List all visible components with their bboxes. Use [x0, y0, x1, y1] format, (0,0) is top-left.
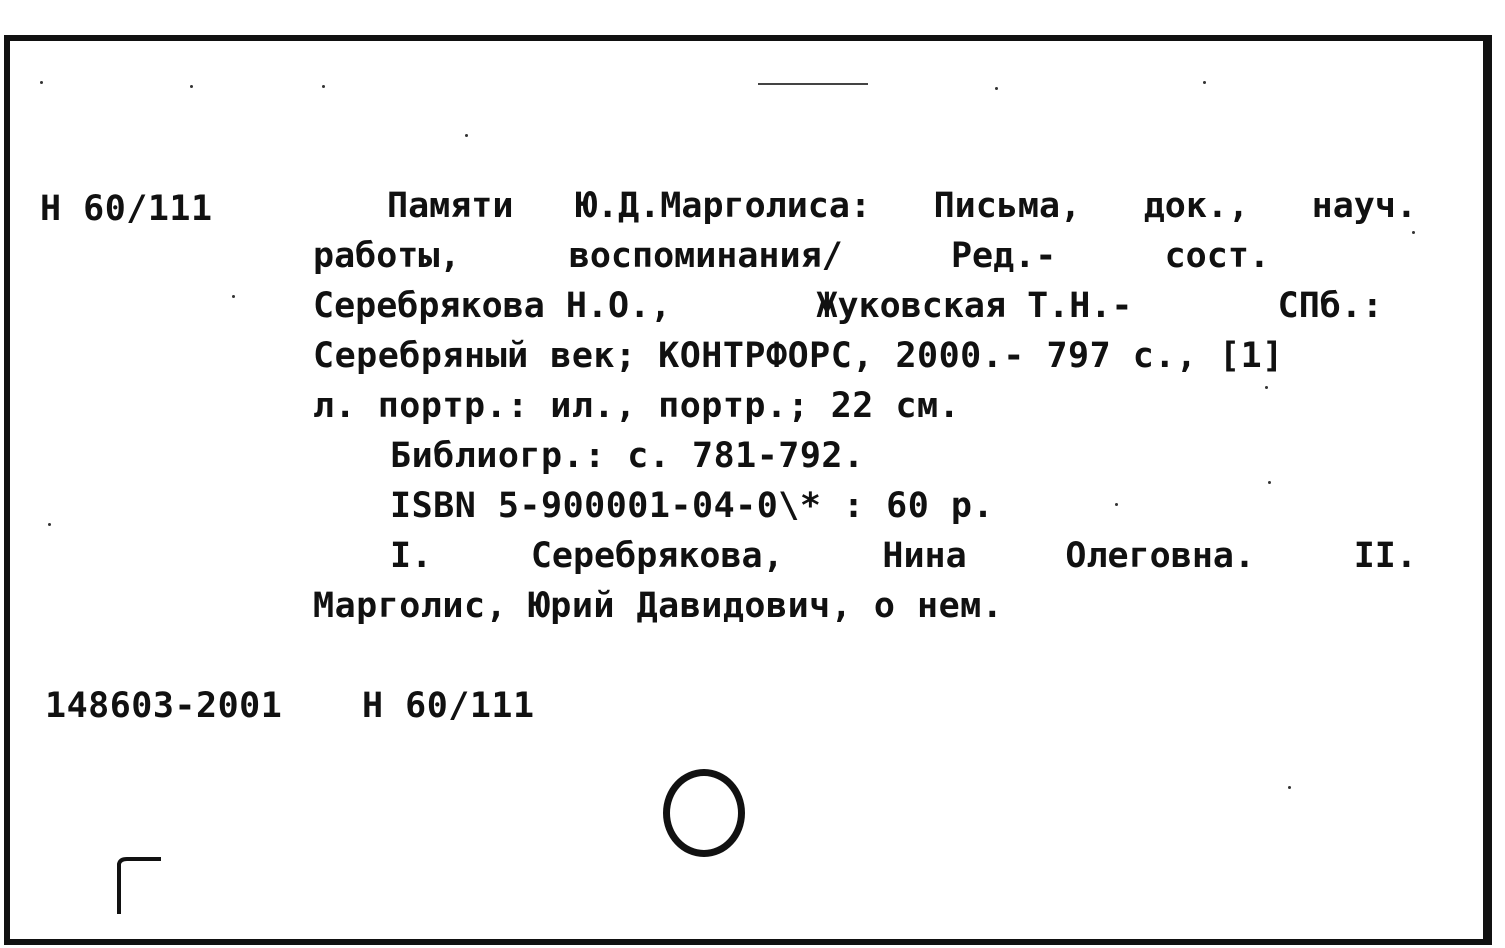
subjects-line-2: Марголис, Юрий Давидович, о нем.	[313, 586, 1004, 626]
title-line-3	[313, 281, 1383, 331]
title-line-4: Серебряный век; КОНТРФОРС, 2000.- 797 с., [1]	[313, 336, 1284, 376]
catalog-card	[4, 35, 1492, 945]
subjects-line-1-word: II.	[1353, 536, 1417, 576]
title-line-2-word: воспоминания/	[568, 236, 843, 276]
title-line-1-word: Ю.Д.Марголиса:	[576, 186, 872, 226]
speck	[190, 85, 193, 88]
bibliography-note: Библиогр.: с. 781-792.	[390, 436, 865, 476]
corner-registration-mark	[115, 856, 165, 916]
speck	[1268, 481, 1271, 484]
subjects-line-1-word: Олеговна.	[1065, 536, 1256, 576]
speck	[40, 81, 43, 84]
title-line-3-word: Жуковская Т.Н.-	[816, 286, 1133, 326]
title-line-1-word: науч.	[1311, 186, 1417, 226]
speck	[1115, 503, 1118, 506]
subjects-line-1	[390, 531, 1417, 581]
title-line-1-word: док.,	[1143, 186, 1250, 226]
title-line-1-word: Письма,	[933, 186, 1082, 226]
title-line-1-word: Памяти	[387, 186, 514, 226]
top-dash-mark	[758, 83, 868, 85]
title-line-3-word: Серебрякова Н.О.,	[313, 286, 672, 326]
punch-hole	[663, 769, 745, 857]
footer-shelfmark: Н 60/111	[362, 686, 535, 726]
title-line-3-word: СПб.:	[1277, 286, 1383, 326]
shelfmark: Н 60/111	[40, 189, 213, 229]
title-line-2-word: Ред.-	[950, 236, 1057, 276]
subjects-line-1-word: I.	[390, 536, 433, 576]
title-line-2	[313, 231, 1270, 281]
subjects-line-1-word: Нина	[882, 536, 967, 576]
title-line-1	[387, 181, 1417, 231]
isbn-line: ISBN 5-900001-04-0\* : 60 р.	[390, 486, 995, 526]
speck	[1203, 81, 1206, 84]
subjects-line-1-word: Серебрякова,	[530, 536, 784, 576]
speck	[1288, 786, 1291, 789]
speck	[1412, 231, 1415, 234]
accession-number: 148603-2001	[45, 686, 283, 726]
title-line-2-word: сост.	[1164, 236, 1270, 276]
speck	[232, 295, 235, 298]
speck	[995, 87, 998, 90]
title-line-5: л. портр.: ил., портр.; 22 см.	[313, 386, 961, 426]
speck	[322, 85, 325, 88]
speck	[48, 523, 51, 526]
speck	[1265, 386, 1268, 389]
title-line-2-word: работы,	[313, 236, 461, 276]
speck	[465, 134, 468, 137]
